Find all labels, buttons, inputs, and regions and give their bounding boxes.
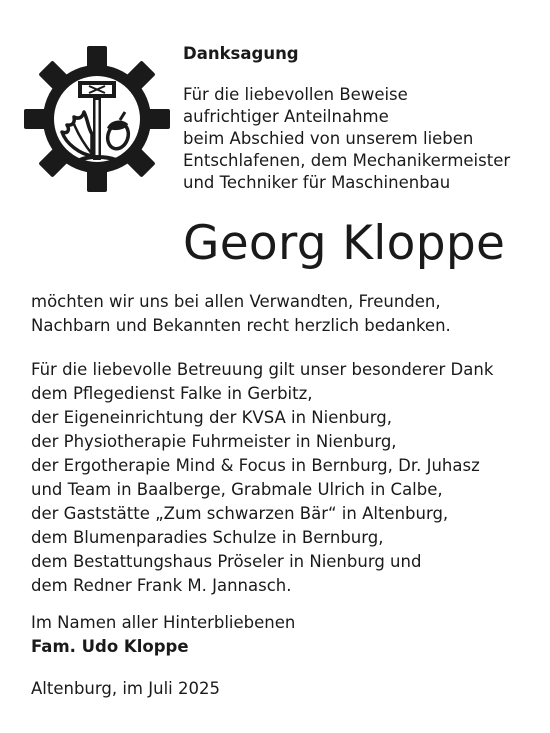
signature: Fam. Udo Kloppe: [31, 637, 189, 656]
care-line: und Team in Baalberge, Grabmale Ulrich in Calbe,: [31, 480, 443, 499]
care-line: der Ergotherapie Mind & Focus in Bernburg, Dr. Juhasz: [31, 456, 480, 475]
care-line: dem Blumenparadies Schulze in Bernburg,: [31, 528, 384, 547]
thanks-paragraph: [31, 290, 451, 338]
closing-text: Im Namen aller Hinterbliebenen: [31, 613, 296, 632]
care-line: dem Pflegedienst Falke in Gerbitz,: [31, 384, 313, 403]
gear-hammer-emblem-icon: [22, 44, 172, 194]
care-line: Für die liebevolle Betreuung gilt unser besonderer Dank: [31, 360, 494, 379]
thanks-line: möchten wir uns bei allen Verwandten, Freunden,: [31, 292, 441, 311]
intro-line: Für die liebevollen Beweise: [183, 85, 408, 104]
intro-line: beim Abschied von unserem lieben: [183, 129, 474, 148]
intro-line: aufrichtiger Anteilnahme: [183, 107, 389, 126]
place-date: Altenburg, im Juli 2025: [31, 679, 220, 698]
deceased-name: Georg Kloppe: [183, 216, 506, 271]
intro-text: [183, 84, 510, 194]
care-line: dem Redner Frank M. Jannasch.: [31, 576, 292, 595]
care-line: der Eigeneinrichtung der KVSA in Nienburg,: [31, 408, 392, 427]
closing-block: [31, 611, 295, 659]
care-paragraph: [31, 358, 493, 598]
care-line: der Gaststätte „Zum schwarzen Bär“ in Altenburg,: [31, 504, 449, 523]
care-line: dem Bestattungshaus Pröseler in Nienburg und: [31, 552, 422, 571]
heading-danksagung: Danksagung: [183, 44, 299, 63]
thanks-line: Nachbarn und Bekannten recht herzlich bedanken.: [31, 316, 451, 335]
care-line: der Physiotherapie Fuhrmeister in Nienburg,: [31, 432, 397, 451]
intro-line: Entschlafenen, dem Mechanikermeister: [183, 151, 511, 170]
intro-line: und Techniker für Maschinenbau: [183, 173, 451, 192]
